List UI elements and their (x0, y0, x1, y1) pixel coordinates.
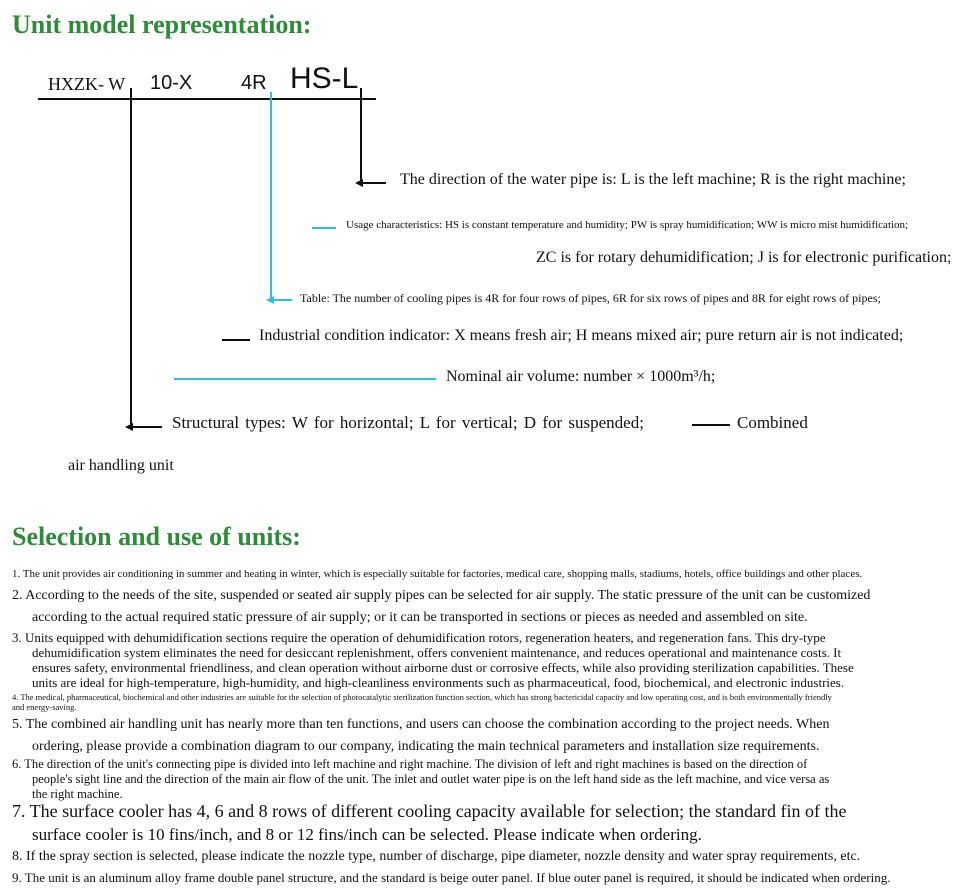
zc-text: ZC is for rotary dehumidification; J is for electronic purification; (536, 249, 952, 266)
list-item: 2. According to the needs of the site, suspended or seated air supply pipes can be selected for air supply. The static pressure of the unit can be customized according to the actual required static pressure of air supply; or it can be transported in sections or pieces as needed and assembled on site. (12, 588, 871, 625)
combined-text: Combined (737, 413, 808, 432)
structural-arrow (132, 426, 162, 428)
nominal-line (174, 378, 436, 380)
arrow-icon (355, 179, 363, 187)
list-item: 9. The unit is an aluminum alloy frame double panel structure, and the standard is beige outer panel. If blue outer panel is required, it should be indicated when ordering. (12, 870, 891, 885)
table-text: Table: The number of cooling pipes is 4R for four rows of pipes, 6R for six rows of pipes and 8R for eight rows of pipes; (300, 291, 881, 305)
model-code-part3: 4R (241, 72, 267, 94)
arrow-icon (125, 423, 133, 431)
industrial-text: Industrial condition indicator: X means fresh air; H means mixed air; pure return air is not indicated; (259, 327, 904, 344)
list-item: 5. The combined air handling unit has nearly more than ten functions, and users can choose the combination according to the project needs. When ordering, please provide a combination diagram to our company, indicating the main technical parameters and installation size requirements. (12, 717, 830, 754)
model-code-part1: HXZK- W (48, 74, 126, 94)
list-item: 6. The direction of the unit's connecting pipe is divided into left machine and right machine. The division of left and right machines is based on the direction of people's sight line and the direction of the main air flow of the unit. The inlet and outlet water pipe is on the left hand side as the left machine, and vice versa as the right machine. (12, 757, 830, 801)
arrow-icon (266, 296, 274, 304)
list-item: 1. The unit provides air conditioning in summer and heating in winter, which is especially suitable for factories, medical care, shopping malls, stadiums, hotels, office buildings and other places. (12, 568, 863, 580)
selection-heading: Selection and use of units: (12, 522, 301, 551)
table-leader-line (270, 92, 272, 300)
structural-text: Structural types: W for horizontal; L for vertical; D for suspended; (172, 413, 644, 432)
structural-leader-line (130, 88, 132, 428)
water-pipe-text: The direction of the water pipe is: L is the left machine; R is the right machine; (400, 171, 906, 188)
industrial-dash (222, 339, 250, 341)
code-underline (38, 98, 376, 100)
air-handling-text: air handling unit (68, 457, 174, 474)
water-pipe-leader-line (360, 88, 362, 183)
model-code-part4: HS-L (290, 62, 359, 95)
usage-dash (312, 227, 336, 229)
list-item: 4. The medical, pharmaceutical, biochemical and other industries are suitable for the selection of photocatalytic sterilization function section, which has strong bactericidal capacity and low operating cost, and is both environmentally friendly and energy-saving. (12, 692, 832, 712)
water-pipe-arrow (362, 182, 386, 184)
table-arrow (272, 299, 292, 301)
list-item: 3. Units equipped with dehumidification sections require the operation of dehumidification rotors, regeneration heaters, and regeneration fans. This dry-type dehumidification system eliminates the need for desiccant replenishment, offers convenient maintenance, and reduces operational and maintenance costs. It ensures safety, environmental friendliness, and clean operation without airborne dust or corrosive effects, while also providing sterilization capabilities. These units are ideal for high-temperature, high-humidity, and high-cleanliness environments such as pharmaceutical, food, biochemical, and electronic industries. (12, 630, 854, 690)
list-item: 8. If the spray section is selected, please indicate the nozzle type, number of discharge, pipe diameter, nozzle density and water spray requirements, etc. (12, 849, 861, 864)
model-heading: Unit model representation: (12, 10, 312, 39)
model-code-part2: 10-X (150, 72, 193, 94)
list-item: 7. The surface cooler has 4, 6 and 8 rows of different cooling capacity available for selection; the standard fin of the surface cooler is 10 fins/inch, and 8 or 12 fins/inch can be selected. Please indicate when ordering. (12, 801, 847, 844)
combined-dash (692, 424, 730, 426)
usage-text: Usage characteristics: HS is constant temperature and humidity; PW is spray humidification; WW is micro mist humidification; (346, 219, 909, 231)
nominal-text: Nominal air volume: number × 1000m³/h; (446, 368, 716, 385)
